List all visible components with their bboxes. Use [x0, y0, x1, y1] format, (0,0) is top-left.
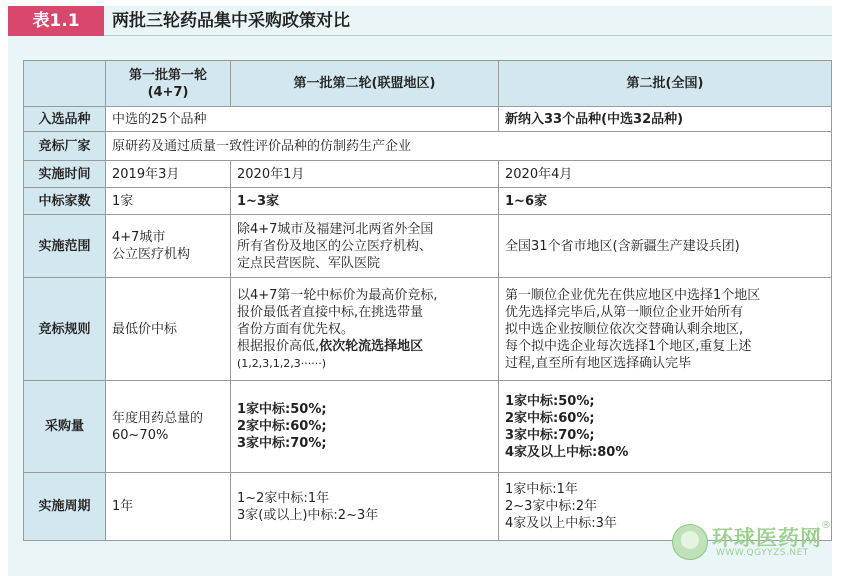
cell-selection-batch1: 中选的25个品种 [106, 107, 499, 132]
table-number-tag: 表1.1 [8, 6, 104, 36]
column-header-batch1-round1: 第一批第一轮 (4+7) [106, 61, 231, 107]
row-label-scope: 实施范围 [24, 215, 106, 278]
row-label-volume: 采购量 [24, 381, 106, 473]
table-row [24, 132, 832, 161]
watermark-logo [672, 522, 832, 562]
table-row [24, 107, 832, 132]
table-row [24, 278, 832, 381]
row-label-winners: 中标家数 [24, 188, 106, 215]
cell-rules-c1: 最低价中标 [106, 278, 231, 381]
cell-rules-c3: 第一顺位企业优先在供应地区中选择1个地区 优先选择完毕后,从第一顺位企业开始所有 拟中选企业按顺位依次交替确认剩余地区, 每个拟中选企业每次选择1个地区,重复上述 过程,直至所有地区选择确认完毕 [499, 278, 832, 381]
cell-scope-c2: 除4+7城市及福建河北两省外全国 所有省份及地区的公立医疗机构、 定点民营医院、军队医院 [231, 215, 499, 278]
logo-name: 环球医药网 [712, 526, 822, 550]
row-label-bidders: 竞标厂家 [24, 132, 106, 161]
table-header-bar [8, 6, 832, 36]
cell-volume-c3: 1家中标:50%; 2家中标:60%; 3家中标:70%; 4家及以上中标:80% [499, 381, 832, 473]
row-label-time: 实施时间 [24, 161, 106, 188]
row-label-selection: 入选品种 [24, 107, 106, 132]
policy-comparison-table [23, 60, 832, 541]
cell-bidders: 原研药及通过质量一致性评价品种的仿制药生产企业 [106, 132, 832, 161]
cell-scope-c3: 全国31个省市地区(含新疆生产建设兵团) [499, 215, 832, 278]
cell-period-c2: 1~2家中标:1年 3家(或以上)中标:2~3年 [231, 473, 499, 541]
table-row [24, 381, 832, 473]
cell-time-c2: 2020年1月 [231, 161, 499, 188]
cell-time-c1: 2019年3月 [106, 161, 231, 188]
header-divider [104, 35, 832, 36]
cell-volume-c2: 1家中标:50%; 2家中标:60%; 3家中标:70%; [231, 381, 499, 473]
cell-time-c3: 2020年4月 [499, 161, 832, 188]
cell-period-c3: 1家中标:1年 2~3家中标:2年 4家及以上中标:3年 [499, 473, 832, 541]
globe-icon [672, 524, 708, 560]
cell-rules-c2: 以4+7第一轮中标价为最高价竞标, 报价最低者直接中标,在挑选带量 省份方面有优先权。 根据报价高低,依次轮流选择地区 (1,2,3,1,2,3······) [231, 278, 499, 381]
cell-volume-c1: 年度用药总量的 60~70% [106, 381, 231, 473]
logo-url: WWW.QGYYZS.NET [716, 548, 809, 558]
cell-selection-batch2: 新纳入33个品种(中选32品种) [499, 107, 832, 132]
corner-cell [24, 61, 106, 107]
table-row [24, 61, 832, 107]
cell-winners-c2: 1~3家 [231, 188, 499, 215]
row-label-period: 实施周期 [24, 473, 106, 541]
cell-winners-c3: 1~6家 [499, 188, 832, 215]
cell-winners-c1: 1家 [106, 188, 231, 215]
row-label-rules: 竞标规则 [24, 278, 106, 381]
registered-mark: ® [821, 520, 831, 531]
column-header-batch1-round2: 第一批第二轮(联盟地区) [231, 61, 499, 107]
table-title: 两批三轮药品集中采购政策对比 [112, 11, 350, 31]
table-row [24, 215, 832, 278]
column-header-batch2: 第二批(全国) [499, 61, 832, 107]
cell-scope-c1: 4+7城市 公立医疗机构 [106, 215, 231, 278]
table-row [24, 161, 832, 188]
table-row [24, 188, 832, 215]
cell-period-c1: 1年 [106, 473, 231, 541]
